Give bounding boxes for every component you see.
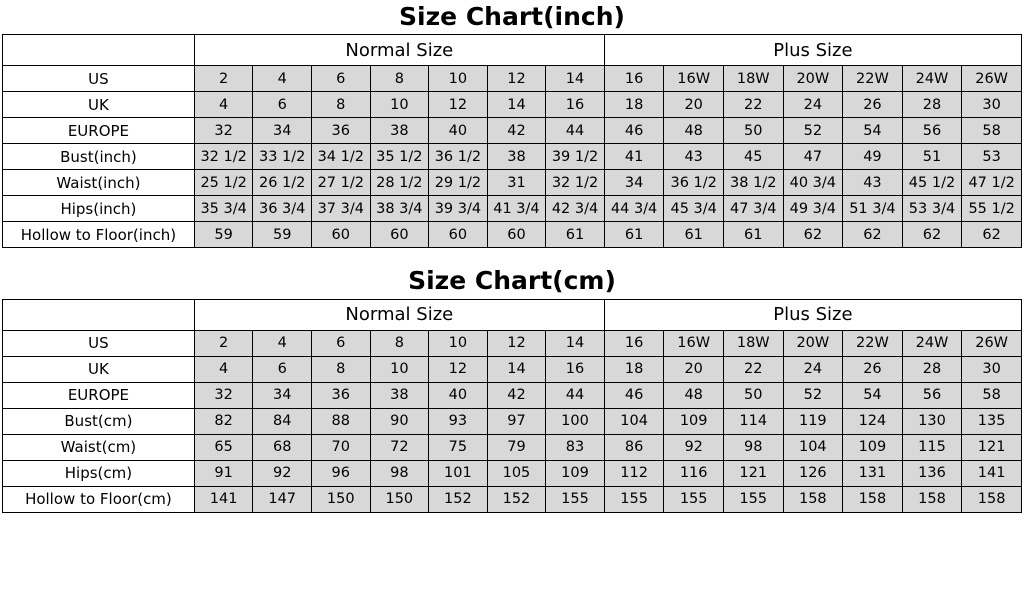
table-cell: 49 3/4 bbox=[783, 196, 843, 222]
table-cell: 84 bbox=[253, 408, 312, 434]
table-cell: 36 bbox=[311, 382, 370, 408]
table-cell: 119 bbox=[783, 408, 843, 434]
page-title-cm: Size Chart(cm) bbox=[408, 266, 616, 296]
table-row bbox=[3, 408, 1022, 434]
table-cell: 116 bbox=[664, 460, 724, 486]
table-cell: 53 bbox=[962, 144, 1022, 170]
table-cell: 14 bbox=[546, 330, 605, 356]
table-cell: 2 bbox=[194, 66, 253, 92]
table-cell: 124 bbox=[843, 408, 903, 434]
size-table-inch bbox=[2, 34, 1022, 248]
table-cell: 48 bbox=[664, 382, 724, 408]
table-cell: 32 1/2 bbox=[546, 170, 605, 196]
table-cell: 97 bbox=[487, 408, 546, 434]
size-table-cm bbox=[2, 299, 1022, 513]
table-cell: 79 bbox=[487, 434, 546, 460]
table-cell: 22 bbox=[723, 356, 783, 382]
table-cell: 96 bbox=[311, 460, 370, 486]
table-cell: 25 1/2 bbox=[194, 170, 253, 196]
table-cell: 56 bbox=[902, 382, 962, 408]
table-cell: 50 bbox=[723, 118, 783, 144]
table-cell: 32 bbox=[194, 382, 253, 408]
table-cell: 141 bbox=[962, 460, 1022, 486]
table-cell: 34 1/2 bbox=[311, 144, 370, 170]
group-header-normal: Normal Size bbox=[194, 299, 604, 330]
table-cell: 61 bbox=[546, 222, 605, 248]
table-cell: 32 bbox=[194, 118, 253, 144]
table-cell: 61 bbox=[604, 222, 664, 248]
table-cell: 54 bbox=[843, 118, 903, 144]
table-row bbox=[3, 144, 1022, 170]
table-row bbox=[3, 356, 1022, 382]
table-cell: 150 bbox=[311, 486, 370, 512]
group-header-plus: Plus Size bbox=[604, 35, 1021, 66]
table-cell: 14 bbox=[487, 92, 546, 118]
table-cell: 16W bbox=[664, 330, 724, 356]
table-cell: 34 bbox=[253, 382, 312, 408]
table-cell: 22 bbox=[723, 92, 783, 118]
table-cell: 10 bbox=[429, 330, 488, 356]
table-cell: 12 bbox=[487, 330, 546, 356]
table-cell: 44 bbox=[546, 118, 605, 144]
table-cell: 38 1/2 bbox=[723, 170, 783, 196]
table-cell: 31 bbox=[487, 170, 546, 196]
table-cell: 30 bbox=[962, 356, 1022, 382]
table-cell: 158 bbox=[902, 486, 962, 512]
table-cell: 44 3/4 bbox=[604, 196, 664, 222]
table-cell: 61 bbox=[664, 222, 724, 248]
table-cell: 58 bbox=[962, 382, 1022, 408]
table-cell: 34 bbox=[604, 170, 664, 196]
table-cell: 60 bbox=[311, 222, 370, 248]
table-cell: 26W bbox=[962, 330, 1022, 356]
table-cell: 136 bbox=[902, 460, 962, 486]
group-header-plus: Plus Size bbox=[604, 299, 1021, 330]
table-cell: 18 bbox=[604, 356, 664, 382]
table-cell: 62 bbox=[783, 222, 843, 248]
table-cell: 82 bbox=[194, 408, 253, 434]
table-cell: 8 bbox=[370, 66, 429, 92]
table-cell: 92 bbox=[664, 434, 724, 460]
row-label: US bbox=[3, 330, 195, 356]
table-row bbox=[3, 170, 1022, 196]
table-cell: 62 bbox=[902, 222, 962, 248]
size-chart-cm-block bbox=[0, 264, 1024, 512]
table-cell: 34 bbox=[253, 118, 312, 144]
table-cell: 65 bbox=[194, 434, 253, 460]
table-cell: 22W bbox=[843, 66, 903, 92]
table-cell: 158 bbox=[962, 486, 1022, 512]
table-cell: 40 bbox=[429, 382, 488, 408]
table-cell: 28 1/2 bbox=[370, 170, 429, 196]
table-group-header-row bbox=[3, 299, 1022, 330]
table-group-header-row bbox=[3, 35, 1022, 66]
table-row bbox=[3, 434, 1022, 460]
table-cell: 45 1/2 bbox=[902, 170, 962, 196]
table-cell: 26 bbox=[843, 356, 903, 382]
table-cell: 4 bbox=[253, 330, 312, 356]
row-label: EUROPE bbox=[3, 382, 195, 408]
table-cell: 20W bbox=[783, 330, 843, 356]
table-cell: 26W bbox=[962, 66, 1022, 92]
table-cell: 88 bbox=[311, 408, 370, 434]
table-cell: 16 bbox=[546, 356, 605, 382]
table-corner-cell bbox=[3, 35, 195, 66]
table-cell: 47 3/4 bbox=[723, 196, 783, 222]
table-cell: 51 3/4 bbox=[843, 196, 903, 222]
table-cell: 121 bbox=[723, 460, 783, 486]
table-cell: 52 bbox=[783, 118, 843, 144]
table-cell: 24W bbox=[902, 66, 962, 92]
table-row bbox=[3, 118, 1022, 144]
page-title-inch: Size Chart(inch) bbox=[399, 2, 625, 31]
table-cell: 35 3/4 bbox=[194, 196, 253, 222]
size-chart-inch-block bbox=[0, 0, 1024, 248]
table-cell: 18W bbox=[723, 330, 783, 356]
table-cell: 6 bbox=[253, 356, 312, 382]
table-cell: 109 bbox=[546, 460, 605, 486]
table-cell: 16 bbox=[604, 66, 664, 92]
table-cell: 20 bbox=[664, 356, 724, 382]
table-cell: 75 bbox=[429, 434, 488, 460]
table-cell: 27 1/2 bbox=[311, 170, 370, 196]
table-cell: 54 bbox=[843, 382, 903, 408]
table-cell: 24W bbox=[902, 330, 962, 356]
table-cell: 4 bbox=[194, 92, 253, 118]
table-cell: 105 bbox=[487, 460, 546, 486]
table-cell: 44 bbox=[546, 382, 605, 408]
table-cell: 16 bbox=[546, 92, 605, 118]
table-cell: 20W bbox=[783, 66, 843, 92]
table-cell: 24 bbox=[783, 92, 843, 118]
table-cell: 101 bbox=[429, 460, 488, 486]
table-cell: 36 3/4 bbox=[253, 196, 312, 222]
table-row bbox=[3, 486, 1022, 512]
table-cell: 100 bbox=[546, 408, 605, 434]
table-cell: 56 bbox=[902, 118, 962, 144]
table-cell: 147 bbox=[253, 486, 312, 512]
section-divider bbox=[0, 248, 1024, 264]
table-cell: 152 bbox=[487, 486, 546, 512]
table-cell: 41 3/4 bbox=[487, 196, 546, 222]
table-cell: 158 bbox=[783, 486, 843, 512]
table-cell: 126 bbox=[783, 460, 843, 486]
table-cell: 43 bbox=[843, 170, 903, 196]
table-cell: 45 bbox=[723, 144, 783, 170]
table-cell: 26 1/2 bbox=[253, 170, 312, 196]
table-cell: 37 3/4 bbox=[311, 196, 370, 222]
table-cell: 35 1/2 bbox=[370, 144, 429, 170]
table-cell: 121 bbox=[962, 434, 1022, 460]
table-cell: 28 bbox=[902, 92, 962, 118]
table-cell: 38 3/4 bbox=[370, 196, 429, 222]
table-cell: 20 bbox=[664, 92, 724, 118]
table-cell: 70 bbox=[311, 434, 370, 460]
table-cell: 12 bbox=[487, 66, 546, 92]
table-cell: 155 bbox=[546, 486, 605, 512]
table-cell: 53 3/4 bbox=[902, 196, 962, 222]
row-label: Hips(cm) bbox=[3, 460, 195, 486]
table-row bbox=[3, 92, 1022, 118]
table-cell: 6 bbox=[311, 66, 370, 92]
table-cell: 40 3/4 bbox=[783, 170, 843, 196]
table-cell: 8 bbox=[311, 92, 370, 118]
table-cell: 52 bbox=[783, 382, 843, 408]
table-cell: 36 1/2 bbox=[664, 170, 724, 196]
table-cell: 131 bbox=[843, 460, 903, 486]
table-cell: 32 1/2 bbox=[194, 144, 253, 170]
table-row bbox=[3, 66, 1022, 92]
table-cell: 36 bbox=[311, 118, 370, 144]
table-cell: 2 bbox=[194, 330, 253, 356]
table-cell: 14 bbox=[487, 356, 546, 382]
table-cell: 86 bbox=[604, 434, 664, 460]
row-label: Waist(inch) bbox=[3, 170, 195, 196]
table-cell: 155 bbox=[664, 486, 724, 512]
table-cell: 18W bbox=[723, 66, 783, 92]
table-row bbox=[3, 222, 1022, 248]
table-cell: 16 bbox=[604, 330, 664, 356]
table-cell: 90 bbox=[370, 408, 429, 434]
table-cell: 59 bbox=[253, 222, 312, 248]
table-cell: 104 bbox=[604, 408, 664, 434]
table-cell: 18 bbox=[604, 92, 664, 118]
table-cell: 16W bbox=[664, 66, 724, 92]
table-cell: 10 bbox=[429, 66, 488, 92]
table-cell: 55 1/2 bbox=[962, 196, 1022, 222]
table-cell: 4 bbox=[253, 66, 312, 92]
row-label: EUROPE bbox=[3, 118, 195, 144]
table-cell: 38 bbox=[370, 118, 429, 144]
row-label: UK bbox=[3, 356, 195, 382]
table-cell: 62 bbox=[843, 222, 903, 248]
table-cell: 6 bbox=[253, 92, 312, 118]
table-cell: 135 bbox=[962, 408, 1022, 434]
table-cell: 59 bbox=[194, 222, 253, 248]
table-cell: 47 bbox=[783, 144, 843, 170]
table-cell: 33 1/2 bbox=[253, 144, 312, 170]
table-row bbox=[3, 330, 1022, 356]
table-cell: 28 bbox=[902, 356, 962, 382]
table-cell: 93 bbox=[429, 408, 488, 434]
table-row bbox=[3, 460, 1022, 486]
table-cell: 14 bbox=[546, 66, 605, 92]
table-cell: 112 bbox=[604, 460, 664, 486]
table-cell: 12 bbox=[429, 356, 488, 382]
table-cell: 83 bbox=[546, 434, 605, 460]
table-cell: 50 bbox=[723, 382, 783, 408]
table-cell: 152 bbox=[429, 486, 488, 512]
table-cell: 36 1/2 bbox=[429, 144, 488, 170]
table-cell: 91 bbox=[194, 460, 253, 486]
table-cell: 24 bbox=[783, 356, 843, 382]
table-cell: 6 bbox=[311, 330, 370, 356]
table-cell: 46 bbox=[604, 118, 664, 144]
table-row bbox=[3, 382, 1022, 408]
table-cell: 10 bbox=[370, 356, 429, 382]
table-cell: 42 bbox=[487, 382, 546, 408]
table-row bbox=[3, 196, 1022, 222]
table-cell: 26 bbox=[843, 92, 903, 118]
table-cell: 51 bbox=[902, 144, 962, 170]
table-cell: 49 bbox=[843, 144, 903, 170]
table-cell: 48 bbox=[664, 118, 724, 144]
table-cell: 150 bbox=[370, 486, 429, 512]
table-cell: 38 bbox=[487, 144, 546, 170]
row-label: Hollow to Floor(inch) bbox=[3, 222, 195, 248]
table-cell: 43 bbox=[664, 144, 724, 170]
table-cell: 60 bbox=[487, 222, 546, 248]
row-label: US bbox=[3, 66, 195, 92]
table-cell: 10 bbox=[370, 92, 429, 118]
table-cell: 60 bbox=[429, 222, 488, 248]
table-cell: 47 1/2 bbox=[962, 170, 1022, 196]
table-cell: 4 bbox=[194, 356, 253, 382]
table-cell: 12 bbox=[429, 92, 488, 118]
table-cell: 8 bbox=[311, 356, 370, 382]
table-cell: 46 bbox=[604, 382, 664, 408]
table-cell: 158 bbox=[843, 486, 903, 512]
table-cell: 109 bbox=[843, 434, 903, 460]
table-cell: 60 bbox=[370, 222, 429, 248]
table-cell: 155 bbox=[604, 486, 664, 512]
row-label: Bust(cm) bbox=[3, 408, 195, 434]
table-cell: 114 bbox=[723, 408, 783, 434]
table-cell: 29 1/2 bbox=[429, 170, 488, 196]
table-cell: 58 bbox=[962, 118, 1022, 144]
table-cell: 155 bbox=[723, 486, 783, 512]
table-cell: 104 bbox=[783, 434, 843, 460]
table-cell: 38 bbox=[370, 382, 429, 408]
table-cell: 115 bbox=[902, 434, 962, 460]
table-cell: 72 bbox=[370, 434, 429, 460]
table-cell: 141 bbox=[194, 486, 253, 512]
table-cell: 92 bbox=[253, 460, 312, 486]
table-cell: 62 bbox=[962, 222, 1022, 248]
table-cell: 30 bbox=[962, 92, 1022, 118]
table-cell: 40 bbox=[429, 118, 488, 144]
row-label: Bust(inch) bbox=[3, 144, 195, 170]
table-cell: 42 3/4 bbox=[546, 196, 605, 222]
row-label: Hips(inch) bbox=[3, 196, 195, 222]
table-cell: 98 bbox=[723, 434, 783, 460]
table-cell: 109 bbox=[664, 408, 724, 434]
table-cell: 68 bbox=[253, 434, 312, 460]
table-cell: 8 bbox=[370, 330, 429, 356]
table-corner-cell bbox=[3, 299, 195, 330]
group-header-normal: Normal Size bbox=[194, 35, 604, 66]
table-cell: 98 bbox=[370, 460, 429, 486]
table-cell: 130 bbox=[902, 408, 962, 434]
table-cell: 39 3/4 bbox=[429, 196, 488, 222]
row-label: Hollow to Floor(cm) bbox=[3, 486, 195, 512]
row-label: Waist(cm) bbox=[3, 434, 195, 460]
table-cell: 45 3/4 bbox=[664, 196, 724, 222]
row-label: UK bbox=[3, 92, 195, 118]
table-cell: 39 1/2 bbox=[546, 144, 605, 170]
table-cell: 42 bbox=[487, 118, 546, 144]
table-cell: 22W bbox=[843, 330, 903, 356]
table-cell: 61 bbox=[723, 222, 783, 248]
table-cell: 41 bbox=[604, 144, 664, 170]
